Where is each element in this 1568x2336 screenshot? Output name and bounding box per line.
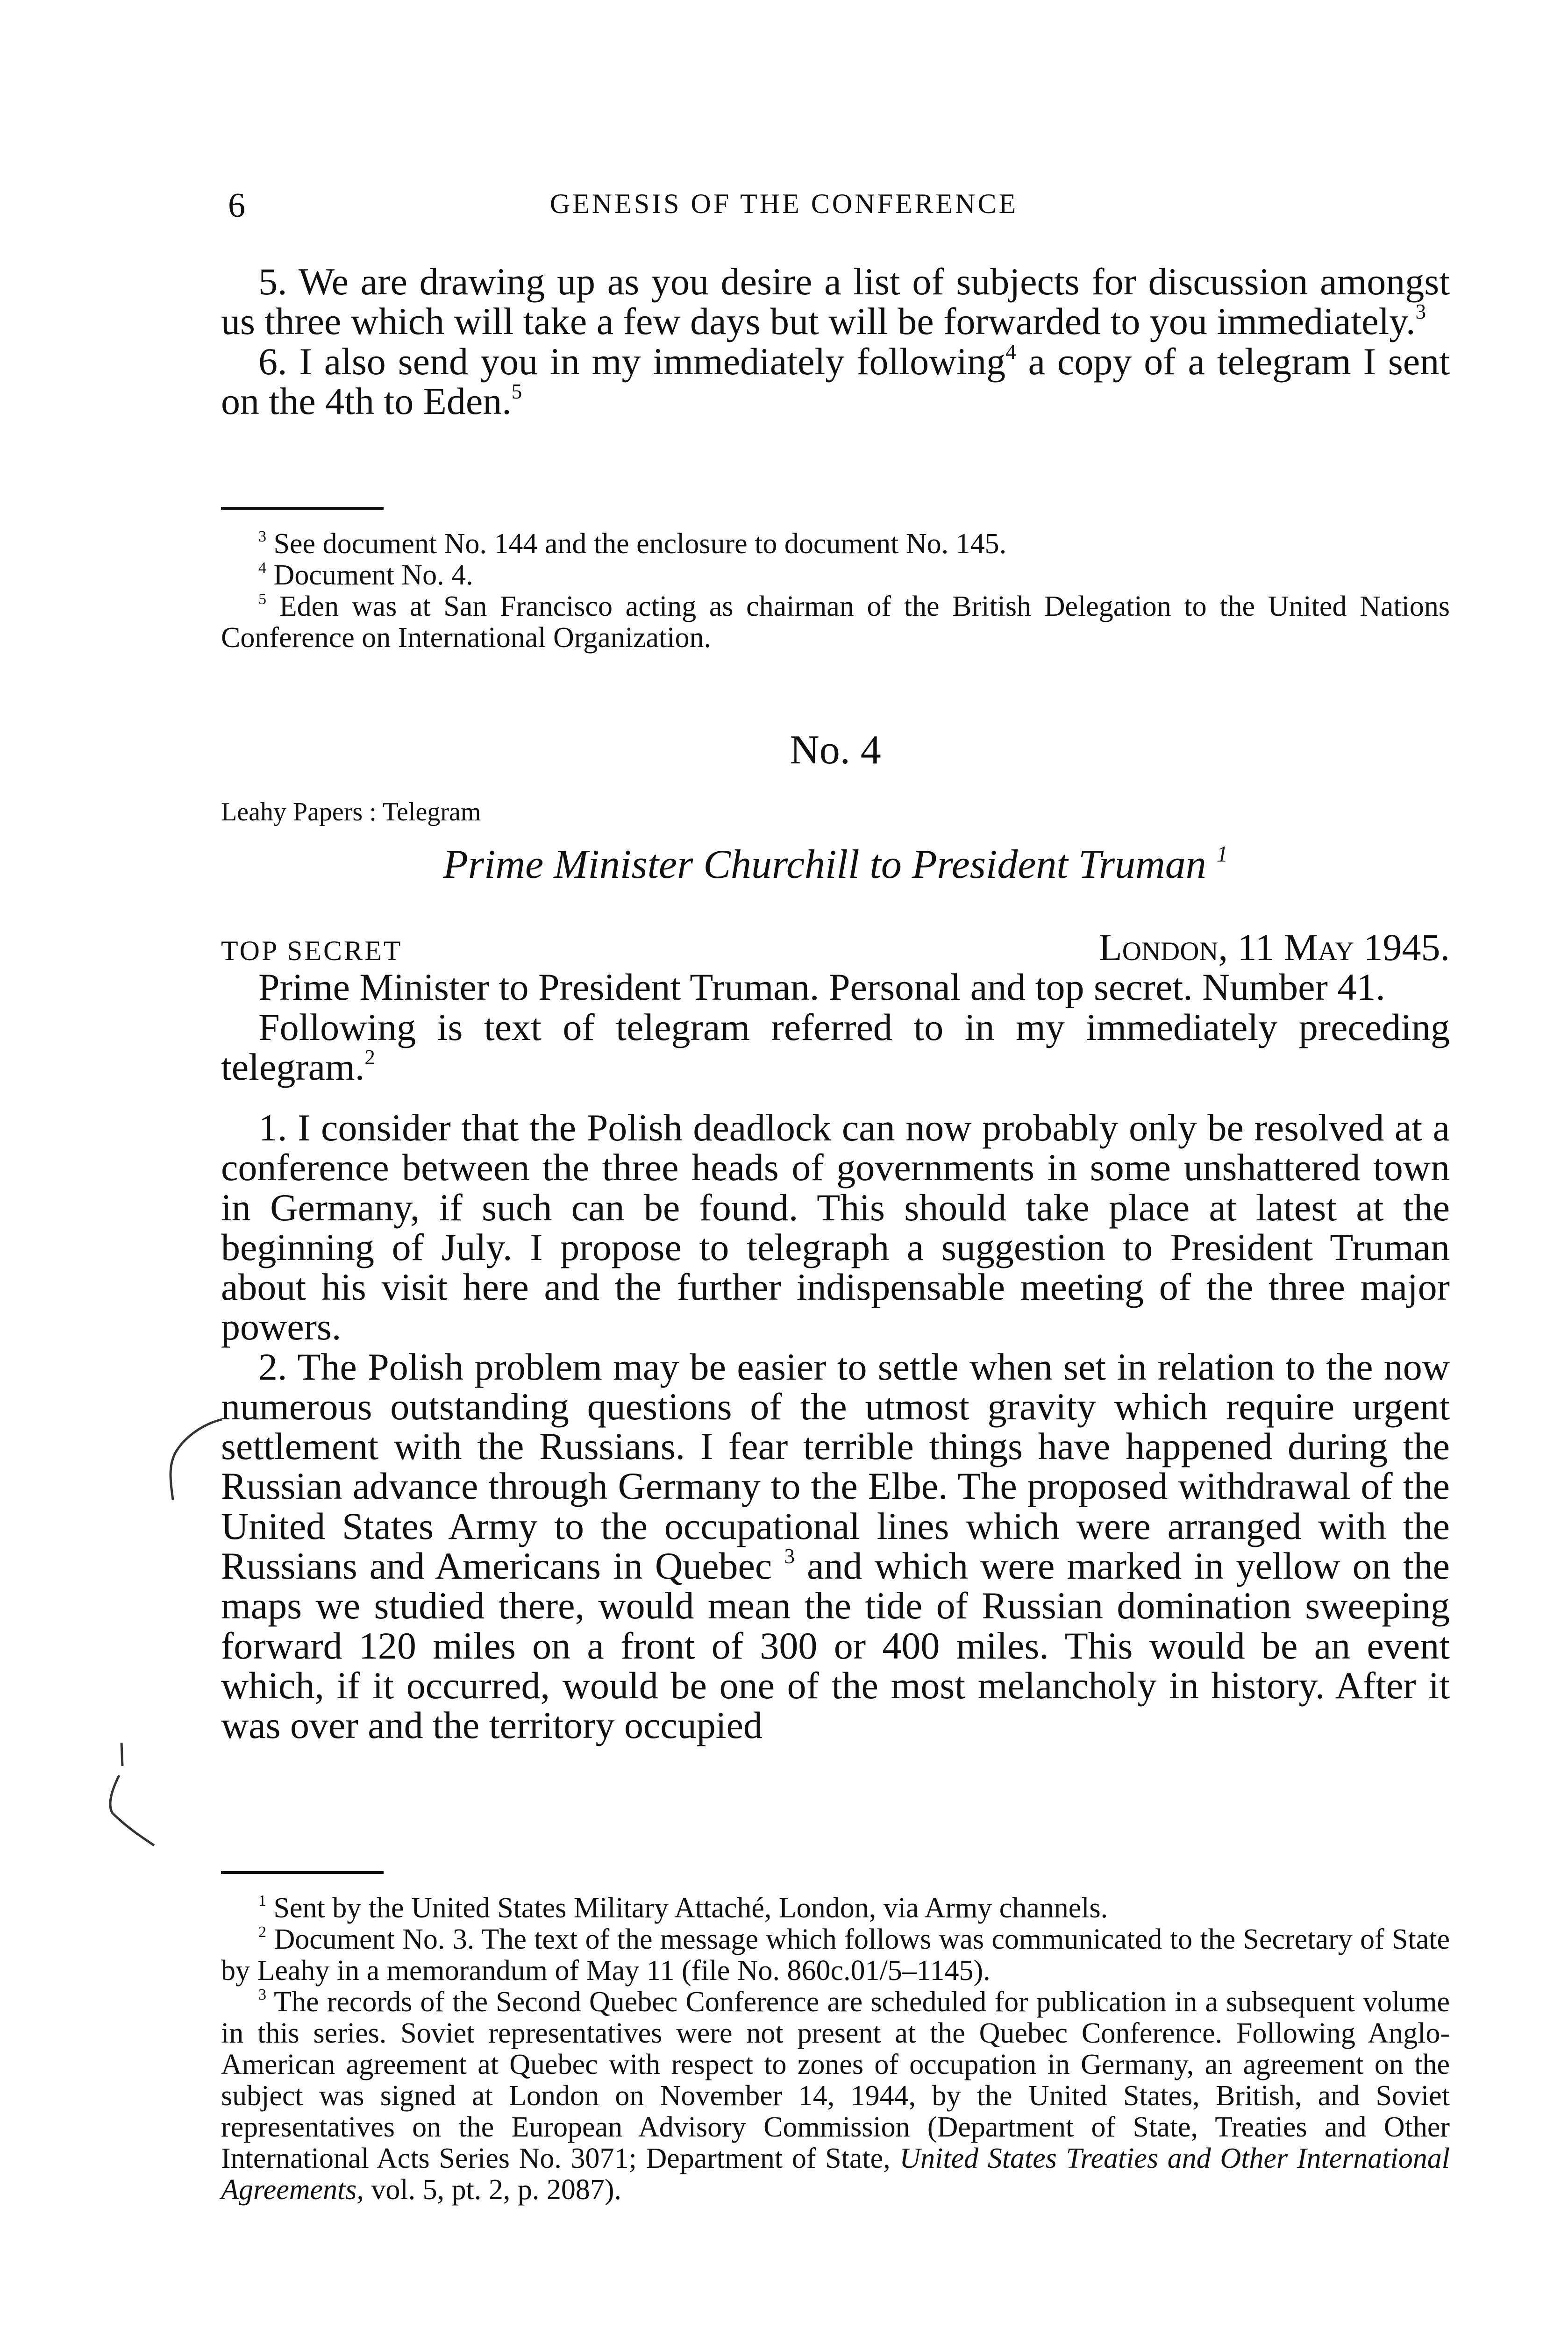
document-heading — [221, 726, 1450, 888]
footnote-3-quebec — [221, 1987, 1450, 2206]
footnote-text: Sent by the United States Military Attaché, London, via Army channels. — [266, 1892, 1108, 1924]
top-text-block — [221, 262, 1450, 421]
margin-pencil-mark — [93, 1738, 164, 1850]
footnote-ref: 3 — [784, 1545, 795, 1568]
paragraph-5 — [221, 262, 1450, 342]
dateline — [221, 927, 1450, 967]
footnote-text-b: vol. 5, pt. 2, p. 2087). — [363, 2173, 621, 2206]
footnote-text: Document No. 4. — [266, 559, 473, 591]
footnote-text: Eden was at San Francisco acting as chairman of the British Delegation to the United Nations Conference on International Organization. — [221, 590, 1450, 654]
document-source: Leahy Papers : Telegram — [221, 798, 481, 826]
paragraph-6 — [221, 342, 1450, 421]
footnote-text: See document No. 144 and the enclosure to document No. 145. — [266, 528, 1007, 560]
footnote-ref: 4 — [1005, 340, 1016, 363]
top-footnotes — [221, 507, 1450, 654]
footnote-ref: 2 — [364, 1045, 375, 1069]
footnote-number: 1 — [258, 1892, 267, 1909]
footnote-4 — [221, 560, 1450, 591]
paragraph-1: 1. I consider that the Polish deadlock can now probably only be resolved at a conference between the three heads of governments in some unshattered town in Germany, if such can be found. This should take place at latest at the beginning of July. I propose to telegraph a suggestion to President Truman about his visit here and the further indispensable meeting of the three major powers. — [221, 1106, 1450, 1348]
footnote-ref: 5 — [511, 379, 522, 403]
document-number: No. 4 — [790, 727, 881, 773]
footnote-5 — [221, 591, 1450, 654]
footnote-text-a: The records of the Second Quebec Conference are scheduled for publication in a subsequent volume in this series. Soviet representatives were not present at the Quebec Conference. Following Anglo-American agreement at Quebec with respect to zones of occupation in Germany, an agreement on the subject was signed at London on November 14, 1944, by the United States, British, and Soviet representatives on the European Advisory Commission (Department of State, Treaties and Other International Acts Series No. 3071; Department of State, — [221, 1986, 1450, 2174]
footnote-3 — [221, 528, 1450, 560]
footnote-1 — [221, 1893, 1450, 1924]
footnote-number: 5 — [258, 590, 267, 608]
footnote-number: 3 — [258, 1986, 267, 2003]
footnote-number: 2 — [258, 1923, 267, 1941]
paragraph-2-text-b: and which were marked in yellow on the maps we studied there, would mean the tide of Russian domination sweeping forward 120 miles on a front of 300 or 400 miles. This would be an event which, if it occurred, would be one of the most melancholy in history. After it was over and the territory occupied — [221, 1544, 1450, 1747]
footnote-number: 4 — [258, 559, 267, 577]
telegram-intro — [221, 1007, 1450, 1087]
paragraph-2-text-a: 2. The Polish problem may be easier to settle when set in relation to the now numerous outstanding questions of the utmost gravity which require urgent settlement with the Russians. I fear terrible things have happened during the Russian advance through Germany to the Elbe. The proposed withdrawal of the United States Army to the occupational lines which were arranged with the Russians and Americans in Quebec — [221, 1345, 1450, 1587]
place-date: London, 11 May 1945. — [1098, 926, 1450, 969]
page-number: 6 — [228, 186, 245, 225]
margin-pencil-mark — [157, 1411, 227, 1504]
document-title-text: Prime Minister Churchill to President Truman — [443, 842, 1206, 887]
document-title — [221, 841, 1450, 888]
telegram-address: Prime Minister to President Truman. Personal and top secret. Number 41. — [258, 966, 1385, 1009]
telegram-intro-text: Following is text of telegram referred to in my immediately preceding telegram. — [221, 1005, 1450, 1088]
running-head: GENESIS OF THE CONFERENCE — [549, 188, 1019, 219]
footnote-number: 3 — [258, 527, 267, 545]
footnote-2 — [221, 1924, 1450, 1987]
footnote-ref: 3 — [1415, 300, 1426, 324]
paragraph-6-text-a: 6. I also send you in my immediately following — [258, 340, 1006, 383]
footnote-italic-title: United States Treaties and Other International Agreements, — [221, 2142, 1450, 2206]
classification: TOP SECRET — [221, 935, 403, 966]
footnote-ref: 1 — [1216, 841, 1228, 867]
telegram-body — [221, 927, 1450, 1745]
paragraph-5-text: 5. We are drawing up as you desire a list of subjects for discussion amongst us three which will take a few days but will be forwarded to you immediately. — [221, 260, 1450, 343]
bottom-footnotes — [221, 1871, 1450, 2206]
paragraph-2 — [221, 1347, 1450, 1745]
paragraph-6-text-b: a copy of a telegram I sent on the 4th to Eden. — [221, 340, 1450, 422]
footnote-text: Document No. 3. The text of the message which follows was communicated to the Secretary of State by Leahy in a memorandum of May 11 (file No. 860c.01/5–1145). — [221, 1923, 1450, 1987]
